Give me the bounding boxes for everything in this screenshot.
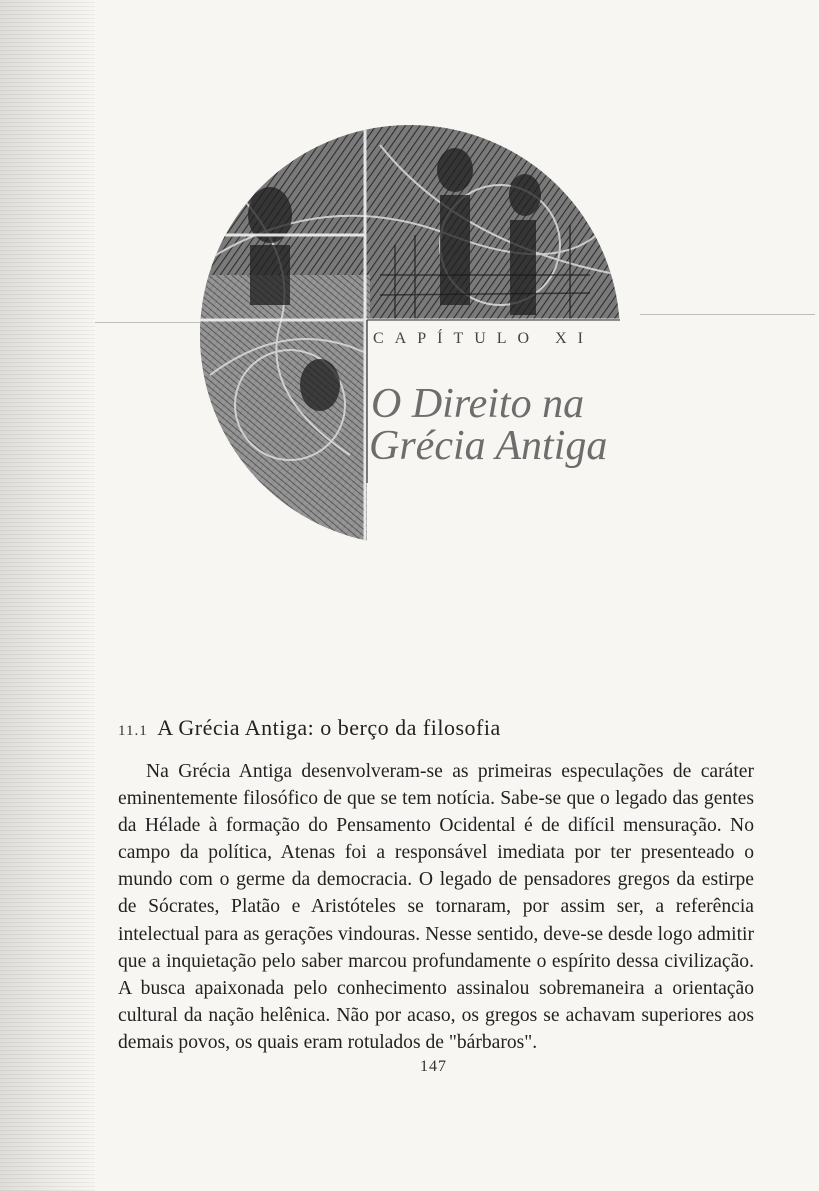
section-title: A Grécia Antiga: o berço da filosofia	[157, 715, 501, 740]
scanned-page-edge	[0, 0, 95, 1191]
chapter-title	[371, 383, 671, 467]
chapter-label: CAPÍTULO XI	[373, 330, 594, 347]
scan-artifact-line-right	[640, 314, 815, 315]
section-number: 11.1	[118, 723, 148, 739]
chapter-title-line2: Grécia Antiga	[369, 423, 608, 469]
body-paragraph: Na Grécia Antiga desenvolveram-se as primeiras especulações de caráter eminentemente filosófico de que se tem notícia. Sabe-se que o legado das gentes da Hélade à formação do Pensamento Ocidental é de difícil mensuração. No campo da política, Atenas foi a responsável imediata por ter presenteado o mundo com o germe da democracia. O legado de pensadores gregos da estirpe de Sócrates, Platão e Aristóteles se tornaram, por assim ser, a referência intelectual para as gerações vindouras. Nesse sentido, deve-se desde logo admitir que a inquietação pelo saber marcou profundamente o espírito dessa civilização. A busca apaixonada pelo conhecimento assinalou sobremaneira a orientação cultural da nação helênica. Não por acaso, os gregos se achavam superiores aos demais povos, os quais eram rotulados de "bárbaros".	[118, 761, 754, 1053]
section-heading	[118, 715, 501, 741]
page-number: 147	[420, 1058, 447, 1075]
chapter-title-line1: O Direito na	[371, 381, 585, 427]
